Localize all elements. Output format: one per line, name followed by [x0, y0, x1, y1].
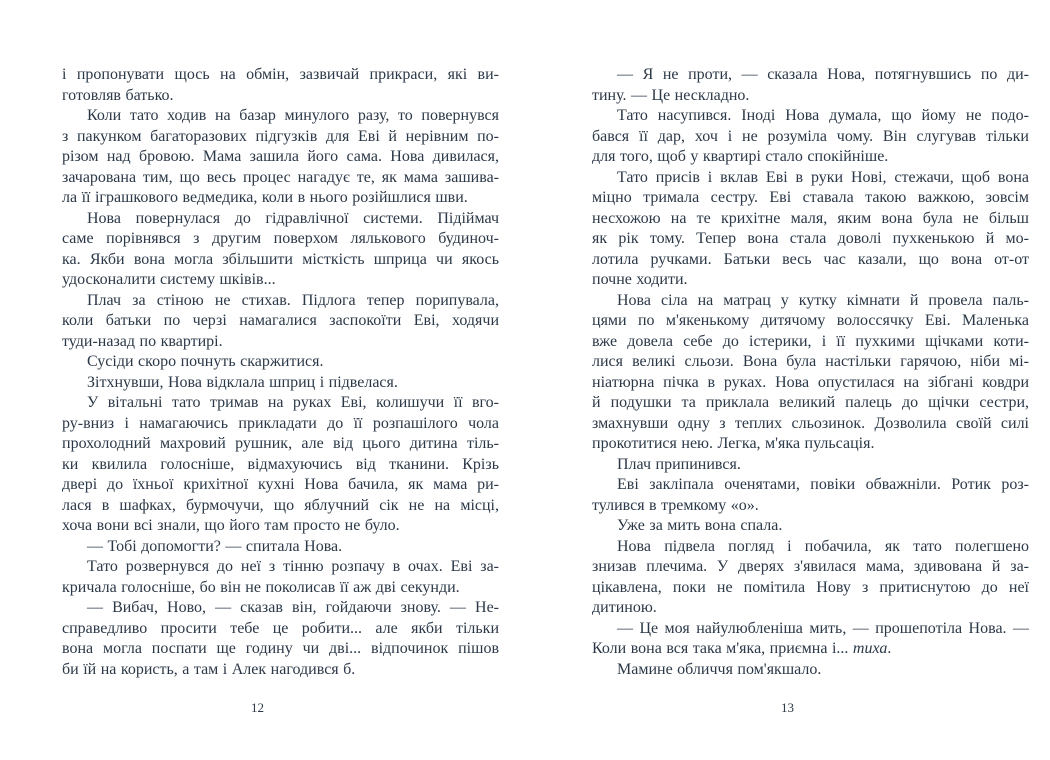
- text-line: несхожою на те крихітне маля, яким вона була не більш: [592, 209, 1029, 227]
- text-line: ки квилила голосніше, відмахуючись від тканини. Крізь: [62, 455, 499, 473]
- text-line: прокотитися нею. Легка, м'яка пульсація.: [592, 435, 875, 452]
- text-line: ла її іграшкового ведмедика, коли в нього розійшлися шви.: [62, 189, 468, 206]
- text-line: й подушки та приклала великий палець до щічки сестри,: [592, 394, 1029, 411]
- text-line: з пакунком багаторазових підгузків для Еві й нерівним по-: [62, 127, 499, 145]
- text-line: Тато насупився. Іноді Нова думала, що йому не подо-: [617, 107, 1029, 124]
- text-line: Тато розвернувся до неї з тінню розпачу в очах. Еві за-: [87, 558, 499, 575]
- text-line: Мамине обличчя пом'якшало.: [617, 660, 822, 678]
- text-line: і пропонувати щось на обмін, зазвичай прикраси, які ви-: [62, 66, 499, 83]
- text-line: удосконалити систему шківів...: [62, 271, 276, 288]
- text-line: — Вибач, Ново, — сказав він, гойдаючи знову. — Не-: [87, 599, 499, 616]
- text-segment: Коли вона вся така м'яка, приємна і...: [592, 640, 853, 657]
- page-right-text: [592, 65, 1029, 680]
- text-line: цікавлена, поки не помітила Нову з притиснутою до неї: [592, 578, 1029, 596]
- text-line: лася в шафках, бурмочучи, що яблучний сік не на місці,: [62, 496, 499, 514]
- page-number-left: 12: [251, 700, 264, 715]
- text-line: Нова повернулася до гідравлічної системи. Підіймач: [87, 209, 499, 227]
- text-line: тулився в тремкому «о».: [592, 496, 759, 514]
- text-line: ру-вниз і намагаючись прикладати до її розпашілого чола: [62, 414, 499, 432]
- text-line: хоча вони всі знали, що його там просто не було.: [62, 517, 400, 534]
- text-line: Уже за мить вона спала.: [617, 517, 783, 534]
- text-line: для того, щоб у квартирі стало спокійніше.: [592, 148, 889, 165]
- text-line: як рік тому. Тепер вона стала доволі пухкенькою й мо-: [592, 230, 1029, 247]
- text-line: почне ходити.: [592, 271, 688, 288]
- text-line: дитиною.: [592, 599, 657, 616]
- text-line: Нова підвела погляд і побачила, як тато полегшено: [617, 537, 1029, 555]
- text-line: лися великі сльози. Вона була настільки гарячою, ніби мі-: [592, 353, 1029, 370]
- text-line: би їй на користь, а там і Алек нагодився б.: [62, 660, 356, 678]
- italic-text: тиха: [852, 640, 888, 657]
- text-line: Тато присів і вклав Еві в руки Нові, стежачи, щоб вона: [617, 168, 1029, 186]
- text-line: знизав плечима. У дверях з'явилася мама, здивована й за-: [592, 558, 1029, 575]
- text-line: прохолодний махровий рушник, але від цього дитина тіль-: [62, 435, 499, 452]
- text-line: міцно тримала сестру. Еві ставала такою важкою, зовсім: [592, 189, 1029, 206]
- text-line: коли батьки по черзі намагалися заспокоїти Еві, ходячи: [62, 312, 499, 329]
- text-line: цями по м'якенькому дитячому волоссячку Еві. Маленька: [592, 312, 1029, 329]
- text-line: — Це моя найулюбленіша мить, — прошепотіла Нова. —: [617, 619, 1029, 637]
- text-line: ка. Якби вона могла збільшити місткість шприца чи якось: [62, 250, 499, 268]
- text-line: зачарована тим, що весь процес нагадує те, як мама зашива-: [62, 168, 499, 186]
- text-line: лотила ручками. Батьки весь час казали, що вона от-от: [592, 250, 1029, 268]
- text-line: Зітхнувши, Нова відклала шприц і підвелася.: [87, 373, 398, 391]
- page-number-right: 13: [781, 700, 794, 715]
- text-line: вже довела себе до істерики, і її пухкими щічками коти-: [592, 332, 1029, 350]
- text-line: — Я не проти, — сказала Нова, потягнувшись по ди-: [617, 66, 1029, 83]
- text-line: Еві закліпала оченятами, повіки обважніли. Ротик роз-: [617, 476, 1029, 493]
- text-line: змахнувши одну з теплих сльозинок. Дозволила своїй силі: [592, 414, 1029, 432]
- text-line: саме порівнявся з другим поверхом лялькового будиноч-: [62, 230, 499, 247]
- text-line: двері до їхньої крихітної кухні Нова бачила, як мама ри-: [62, 476, 499, 493]
- page-left-text: [62, 65, 499, 680]
- text-line: справедливо просити тебе це робити... але якби тільки: [62, 619, 499, 637]
- text-segment: .: [887, 640, 892, 657]
- text-line: різом над бровою. Мама зашила його сама. Нова дивилася,: [62, 148, 499, 165]
- text-line: туди-назад по квартирі.: [62, 332, 223, 350]
- text-line: тину. — Це нескладно.: [592, 86, 750, 104]
- text-line: Нова сіла на матрац у кутку кімнати й провела паль-: [617, 291, 1029, 309]
- text-line: готовляв батько.: [62, 86, 174, 104]
- text-line: кричала голосніше, бо він не поколисав її аж дві секунди.: [62, 578, 460, 596]
- text-line: У вітальні тато тримав на руках Еві, колишучи її вго-: [87, 394, 499, 411]
- text-line: вона могла поспати ще годину чи дві... відпочинок пішов: [62, 640, 499, 657]
- text-line: Сусіди скоро почнуть скаржитися.: [87, 353, 324, 370]
- text-line: Плач припинився.: [617, 455, 741, 473]
- text-line: ніатюрна пічка в руках. Нова опустилася на зібгані ковдри: [592, 373, 1029, 391]
- text-line: — Тобі допомогти? — спитала Нова.: [87, 537, 343, 555]
- text-line: Коли тато ходив на базар минулого разу, то повернувся: [87, 107, 499, 124]
- text-line: [592, 639, 1029, 660]
- text-line: Плач за стіною не стихав. Підлога тепер порипувала,: [87, 291, 499, 309]
- text-line: бався її дар, хоч і не розуміла чому. Він слугував тільки: [592, 127, 1029, 145]
